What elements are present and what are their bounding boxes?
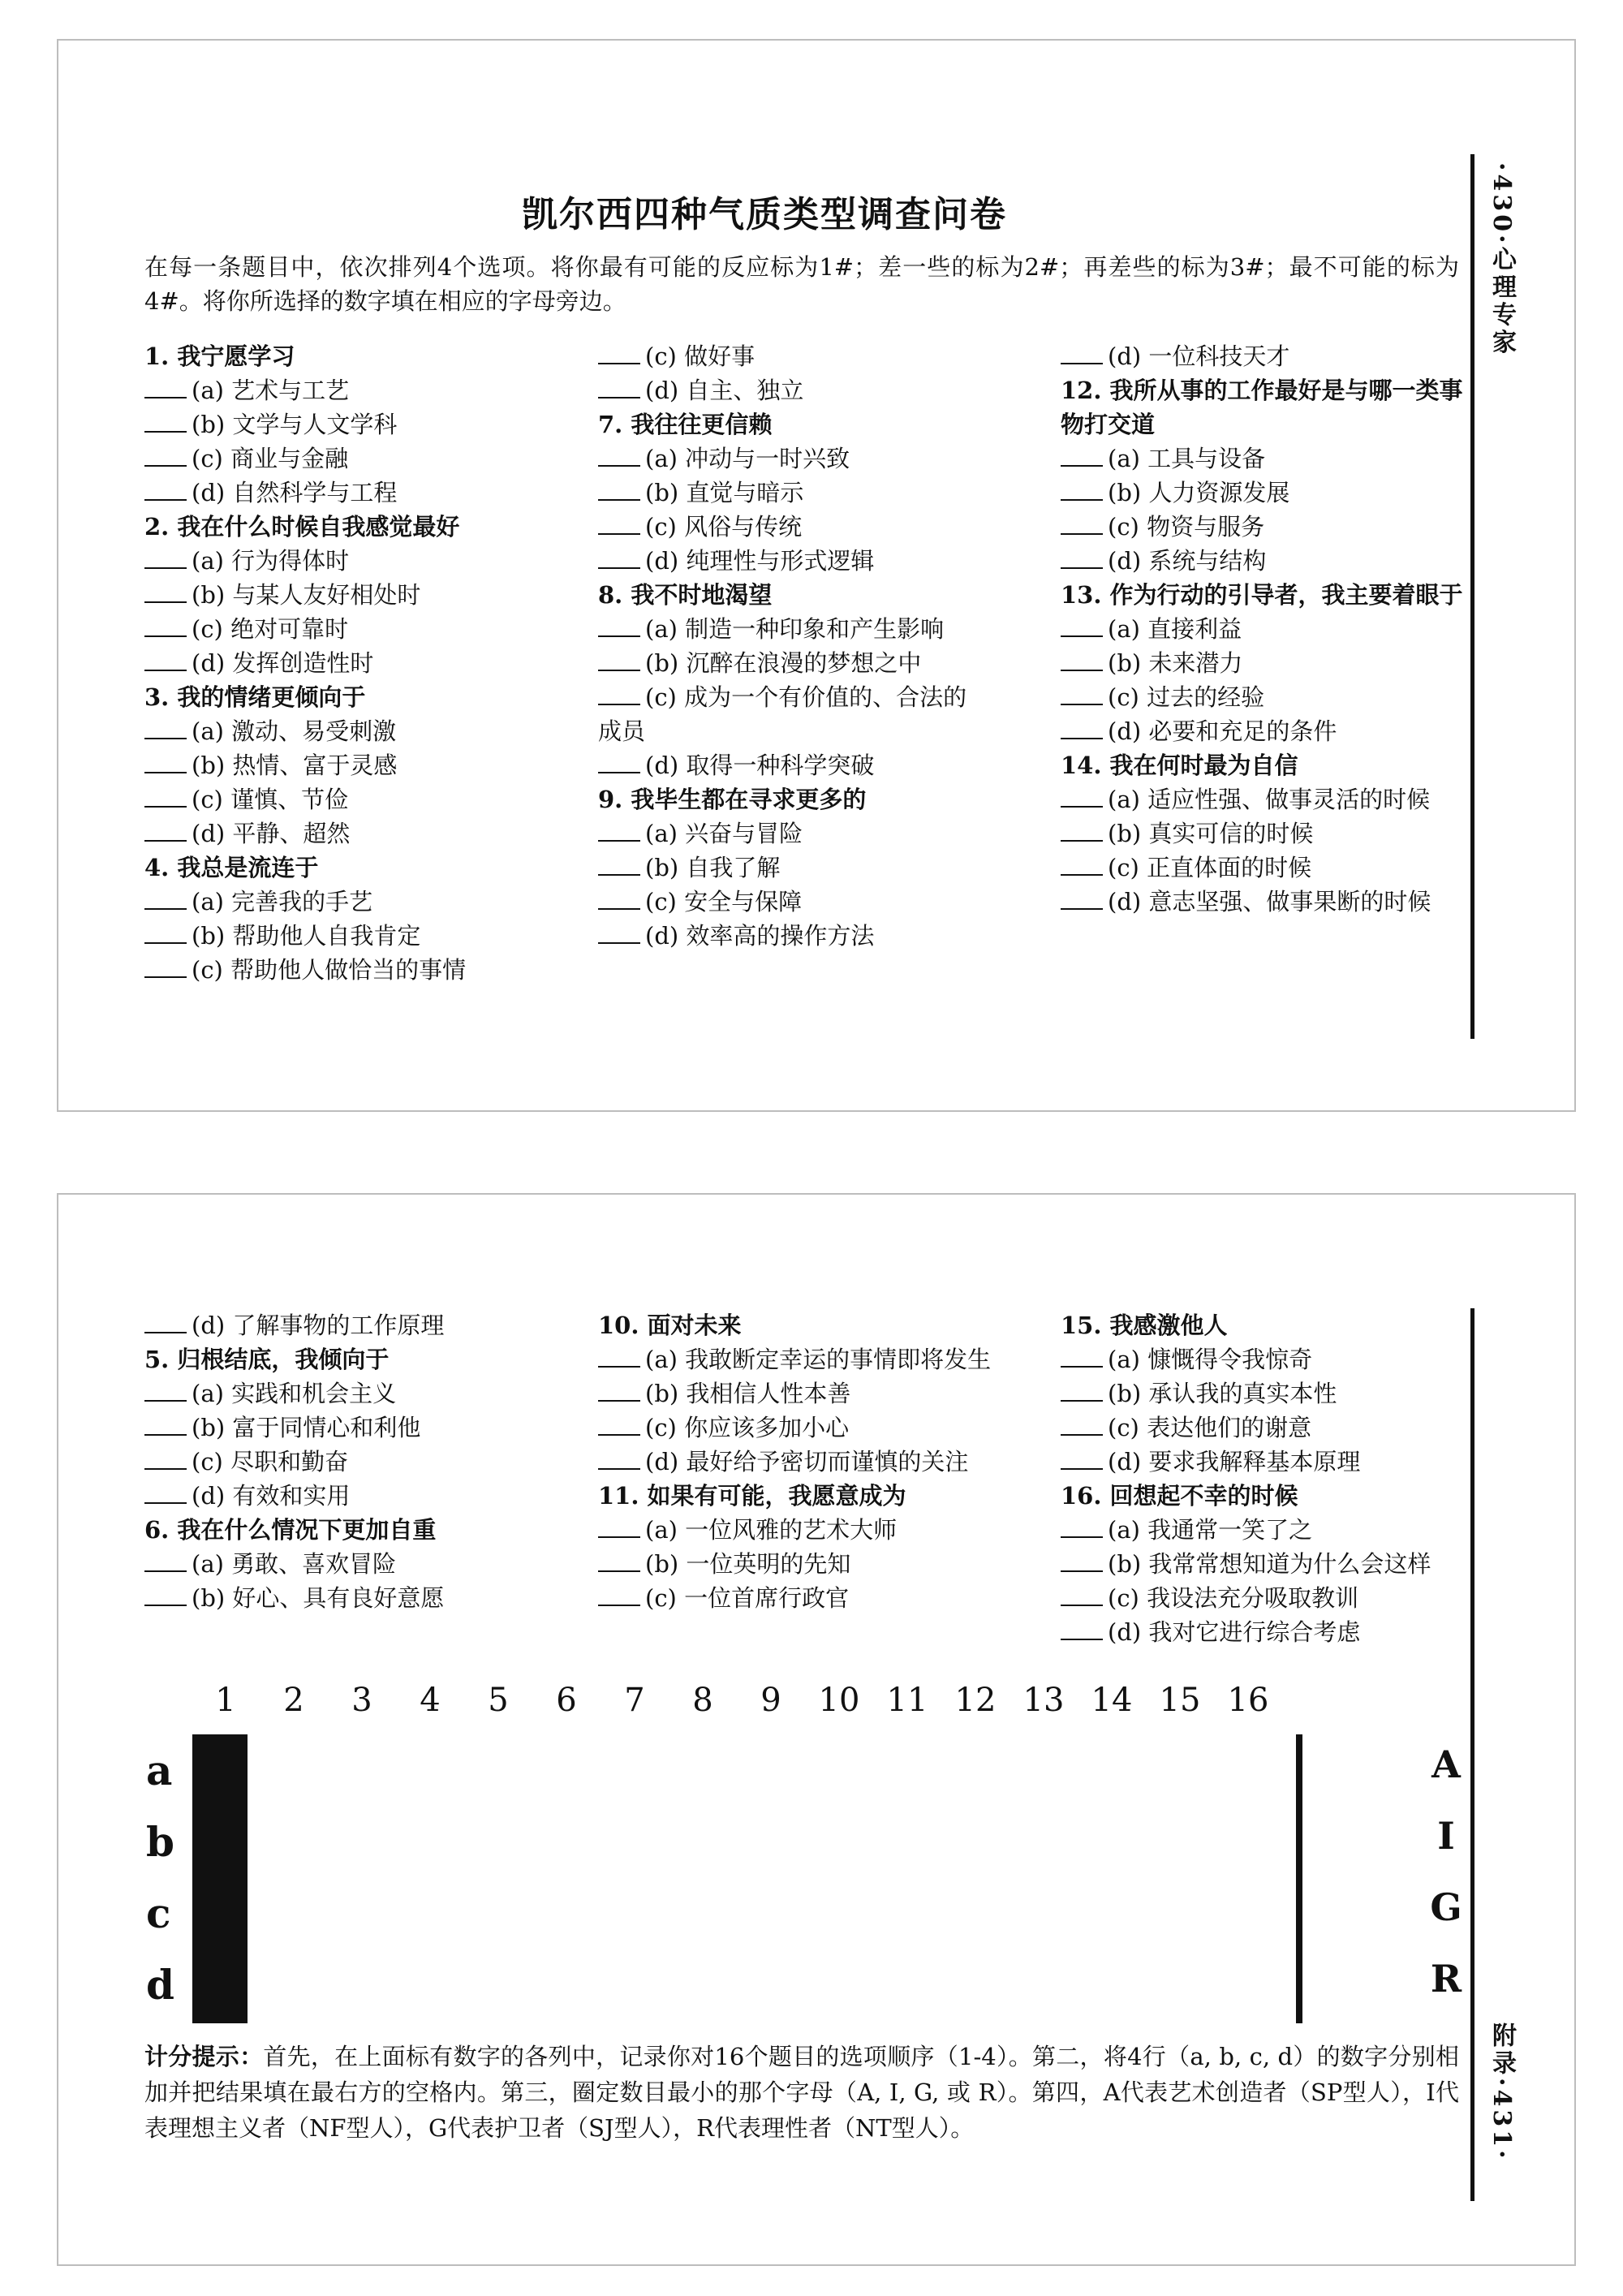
questionnaire-title: 凯尔西四种气质类型调查问卷 [522, 194, 1007, 235]
option-text: (a) 行为得体时 [192, 547, 350, 575]
rank-blank[interactable] [598, 885, 640, 910]
rank-blank[interactable] [1061, 1411, 1103, 1436]
option-text: (b) 热情、富于灵感 [192, 752, 398, 779]
option-row [598, 373, 1073, 407]
option-row [598, 1445, 1073, 1479]
score-cell[interactable] [243, 1950, 246, 2022]
score-row-label: c [146, 1889, 171, 1937]
rank-blank[interactable] [598, 1377, 640, 1402]
option-text: (c) 安全与保障 [645, 888, 803, 915]
option-text: (b) 我常常想知道为什么会这样 [1108, 1550, 1431, 1578]
option-row [1061, 510, 1483, 544]
rank-blank[interactable] [1061, 1514, 1103, 1538]
option-text: (a) 冲动与一时兴致 [645, 445, 850, 472]
option-text: (a) 艺术与工艺 [192, 377, 350, 404]
option-text: (b) 真实可信的时候 [1108, 820, 1314, 847]
question-heading: 10. 面对未来 [598, 1312, 742, 1339]
option-row [144, 1581, 619, 1615]
option-text: (b) 直觉与暗示 [645, 479, 804, 506]
question-heading: 9. 我毕生都在寻求更多的 [598, 786, 867, 813]
option-text: (d) 一位科技天才 [1108, 342, 1290, 370]
score-column-number: 10 [818, 1682, 860, 1719]
option-row [1061, 851, 1483, 885]
option-row [598, 885, 1073, 919]
question-heading: 13. 作为行动的引导者，我主要着眼于 [1061, 581, 1463, 609]
rank-blank[interactable] [1061, 476, 1103, 501]
option-row [598, 1547, 1073, 1581]
option-text: (b) 文学与人文学科 [192, 411, 398, 438]
rank-blank[interactable] [144, 1377, 187, 1402]
question-heading: 3. 我的情绪更倾向于 [144, 683, 366, 711]
option-text: (a) 我通常一笑了之 [1108, 1516, 1313, 1544]
score-column-number: 1 [215, 1682, 236, 1719]
rank-blank[interactable] [598, 817, 640, 842]
page-430 [57, 39, 1576, 1112]
question-column-1 [144, 1308, 619, 1615]
rank-blank[interactable] [1061, 613, 1103, 637]
question-heading: 8. 我不时地渴望 [598, 581, 773, 609]
option-row [144, 1547, 619, 1581]
rank-blank[interactable] [1061, 1582, 1103, 1606]
rank-blank[interactable] [598, 442, 640, 467]
scoring-hint-text: 首先，在上面标有数字的各列中，记录你对16个题目的选项顺序（1-4）。第二，将4行（a, b, c, d）的数字分别相加并把结果填在最右方的空格内。第三，圈定数目最小的那个字母（A, I, G, 或 R）。第四，A代表艺术创造者（SP型人），I代表理想主义者（NF型人），G代表护卫者（SJ型人），R代表理性者（NT型人）。 [144, 2043, 1459, 2142]
rank-blank[interactable] [144, 1548, 187, 1572]
rank-blank[interactable] [1061, 1548, 1103, 1572]
option-text: (a) 工具与设备 [1108, 445, 1266, 472]
option-row [144, 919, 619, 953]
rank-blank[interactable] [598, 647, 640, 671]
option-row [1061, 1513, 1483, 1547]
option-row [1061, 714, 1483, 748]
option-row [1061, 612, 1483, 646]
option-row [598, 1513, 1073, 1547]
option-text: (b) 一位英明的先知 [645, 1550, 851, 1578]
option-text: (c) 做好事 [645, 342, 756, 370]
rank-blank[interactable] [144, 1445, 187, 1470]
option-row [1061, 1615, 1483, 1649]
option-text: (d) 意志坚强、做事果断的时候 [1108, 888, 1431, 915]
rank-blank[interactable] [1061, 510, 1103, 535]
rank-blank[interactable] [598, 476, 640, 501]
option-continuation: 成员 [598, 717, 646, 745]
option-text: (b) 帮助他人自我肯定 [192, 922, 421, 950]
option-row [144, 782, 619, 816]
question-heading: 14. 我在何时最为自信 [1061, 752, 1298, 779]
score-column-number: 11 [886, 1682, 928, 1719]
option-text: (d) 要求我解释基本原理 [1108, 1448, 1361, 1475]
rank-blank[interactable] [1061, 1616, 1103, 1640]
question-heading: 5. 归根结底，我倾向于 [144, 1346, 390, 1373]
question-column-1 [144, 339, 619, 987]
option-text: (b) 人力资源发展 [1108, 479, 1290, 506]
page-side-label: ·430·心理专家 [1487, 162, 1516, 357]
option-text: (a) 慷慨得令我惊奇 [1108, 1346, 1313, 1373]
question-heading: 1. 我宁愿学习 [144, 342, 295, 370]
option-text: (c) 风俗与传统 [645, 513, 803, 541]
option-row [144, 953, 619, 987]
score-cell[interactable] [243, 1807, 246, 1879]
option-row [1061, 1411, 1483, 1445]
option-row [1061, 646, 1483, 680]
rank-blank[interactable] [598, 1343, 640, 1368]
sum-cell[interactable] [1298, 1950, 1301, 2022]
rank-blank[interactable] [1061, 715, 1103, 739]
option-row [144, 442, 619, 476]
score-column-number: 13 [1022, 1682, 1065, 1719]
rank-blank[interactable] [1061, 442, 1103, 467]
rank-blank[interactable] [144, 374, 187, 398]
option-text: (b) 未来潜力 [1108, 649, 1243, 677]
rank-blank[interactable] [1061, 1445, 1103, 1470]
option-text: (c) 成为一个有价值的、合法的 [645, 683, 967, 711]
option-row [1061, 1547, 1483, 1581]
option-row [1061, 1342, 1483, 1376]
rank-blank[interactable] [598, 1582, 640, 1606]
option-text: (a) 勇敢、喜欢冒险 [192, 1550, 397, 1578]
score-column-number: 9 [760, 1682, 781, 1719]
option-text: (d) 系统与结构 [1108, 547, 1267, 575]
option-text: (c) 你应该多加小心 [645, 1414, 850, 1441]
option-text: (c) 物资与服务 [1108, 513, 1265, 541]
option-text: (b) 承认我的真实本性 [1108, 1380, 1337, 1407]
score-column-number: 3 [351, 1682, 372, 1719]
scoring-hint [144, 2039, 1459, 2146]
option-row [1061, 339, 1483, 373]
score-column-number: 5 [488, 1682, 509, 1719]
score-cell[interactable] [243, 1736, 246, 1807]
option-text: (b) 自我了解 [645, 854, 781, 881]
option-row [598, 919, 1073, 953]
rank-blank[interactable] [144, 545, 187, 569]
option-row [1061, 1581, 1483, 1615]
option-text: (c) 我设法充分吸取教训 [1108, 1584, 1359, 1612]
option-row [598, 544, 1073, 578]
score-column-number: 14 [1091, 1682, 1133, 1719]
rank-blank[interactable] [1061, 647, 1103, 671]
rank-blank[interactable] [1061, 681, 1103, 705]
questionnaire-instructions: 在每一条题目中，依次排列4个选项。将你最有可能的反应标为1#；差一些的标为2#；再差些的标为3#；最不可能的标为4#。将你所选择的数字填在相应的字母旁边。 [144, 253, 1459, 315]
option-row [598, 442, 1073, 476]
rank-blank[interactable] [598, 851, 640, 876]
rank-blank[interactable] [144, 749, 187, 773]
sum-cell[interactable] [1298, 1807, 1301, 1879]
option-text: (d) 纯理性与形式逻辑 [645, 547, 875, 575]
option-text: (c) 正直体面的时候 [1108, 854, 1312, 881]
question-column-2 [598, 339, 1073, 953]
option-text: (c) 帮助他人做恰当的事情 [192, 956, 467, 984]
rank-blank[interactable] [144, 885, 187, 910]
rank-blank[interactable] [1061, 817, 1103, 842]
score-cell[interactable] [243, 1879, 246, 1950]
score-table [192, 1734, 248, 2023]
option-row [598, 1376, 1073, 1411]
sum-cell[interactable] [1298, 1736, 1301, 1807]
option-row [1061, 544, 1483, 578]
option-row [144, 544, 619, 578]
option-row [1061, 1445, 1483, 1479]
option-row [598, 510, 1073, 544]
option-text: (d) 我对它进行综合考虑 [1108, 1618, 1361, 1646]
rank-blank[interactable] [598, 1514, 640, 1538]
type-label: G [1430, 1885, 1462, 1929]
rank-blank[interactable] [144, 647, 187, 671]
option-row [598, 816, 1073, 851]
type-label: R [1430, 1957, 1462, 2001]
rank-blank[interactable] [598, 545, 640, 569]
rank-blank[interactable] [598, 1445, 640, 1470]
rank-blank[interactable] [144, 954, 187, 978]
option-row [144, 714, 619, 748]
sum-cell[interactable] [1298, 1879, 1301, 1950]
option-row [144, 578, 619, 612]
rank-blank[interactable] [144, 1411, 187, 1436]
score-column-number: 6 [556, 1682, 577, 1719]
option-text: (a) 直接利益 [1108, 615, 1242, 643]
question-heading: 12. 我所从事的工作最好是与哪一类事物打交道 [1061, 377, 1463, 438]
rank-blank[interactable] [598, 613, 640, 637]
option-row [598, 612, 1073, 646]
question-heading: 15. 我感激他人 [1061, 1312, 1228, 1339]
option-row [598, 851, 1073, 885]
type-label: A [1431, 1742, 1461, 1786]
question-heading: 16. 回想起不幸的时候 [1061, 1482, 1298, 1510]
option-row [598, 1411, 1073, 1445]
rank-blank[interactable] [1061, 783, 1103, 808]
score-column-number: 7 [624, 1682, 645, 1719]
score-column-number: 8 [692, 1682, 713, 1719]
option-row [1061, 476, 1483, 510]
option-row [144, 612, 619, 646]
question-heading: 2. 我在什么时候自我感觉最好 [144, 513, 460, 541]
option-text: (d) 取得一种科学突破 [645, 752, 875, 779]
option-text: (b) 富于同情心和利他 [192, 1414, 421, 1441]
option-row [1061, 885, 1483, 919]
rank-blank[interactable] [144, 1309, 187, 1333]
rank-blank[interactable] [598, 510, 640, 535]
rank-blank[interactable] [144, 817, 187, 842]
rank-blank[interactable] [144, 476, 187, 501]
question-column-3 [1061, 1308, 1483, 1649]
option-text: (d) 自主、独立 [645, 377, 804, 404]
rank-blank[interactable] [144, 920, 187, 944]
option-row [598, 1581, 1073, 1615]
rank-blank[interactable] [144, 442, 187, 467]
rank-blank[interactable] [598, 1548, 640, 1572]
option-row [144, 1376, 619, 1411]
option-text: (d) 必要和充足的条件 [1108, 717, 1337, 745]
score-column-number: 4 [420, 1682, 441, 1719]
rank-blank[interactable] [144, 613, 187, 637]
option-row [598, 1342, 1073, 1376]
rank-blank[interactable] [598, 374, 640, 398]
question-heading: 7. 我往往更信赖 [598, 411, 773, 438]
option-text: (b) 好心、具有良好意愿 [192, 1584, 445, 1612]
rank-blank[interactable] [144, 408, 187, 433]
option-row [144, 476, 619, 510]
rank-blank[interactable] [1061, 851, 1103, 876]
option-row [144, 407, 619, 442]
option-row [1061, 816, 1483, 851]
rank-blank[interactable] [144, 579, 187, 603]
option-row [1061, 782, 1483, 816]
option-text: (c) 谨慎、节俭 [192, 786, 349, 813]
page-431 [57, 1193, 1576, 2266]
option-row [598, 646, 1073, 680]
score-row-label: a [146, 1747, 173, 1794]
option-row [598, 339, 1073, 373]
option-text: (c) 一位首席行政官 [645, 1584, 850, 1612]
type-label: I [1437, 1814, 1455, 1858]
option-text: (d) 了解事物的工作原理 [192, 1312, 445, 1339]
rank-blank[interactable] [598, 920, 640, 944]
option-text: (c) 表达他们的谢意 [1108, 1414, 1312, 1441]
question-column-2 [598, 1308, 1073, 1615]
rank-blank[interactable] [144, 1582, 187, 1606]
option-row [144, 816, 619, 851]
rank-blank[interactable] [598, 681, 640, 705]
option-text: (a) 激动、易受刺激 [192, 717, 397, 745]
question-column-3 [1061, 339, 1483, 919]
option-text: (a) 我敢断定幸运的事情即将发生 [645, 1346, 992, 1373]
option-row [144, 373, 619, 407]
rank-blank[interactable] [1061, 545, 1103, 569]
question-heading: 11. 如果有可能，我愿意成为 [598, 1482, 906, 1510]
option-text: (b) 我相信人性本善 [645, 1380, 851, 1407]
page-side-label: 附录·431· [1487, 2022, 1516, 2162]
question-heading: 4. 我总是流连于 [144, 854, 319, 881]
scoring-hint-label: 计分提示： [144, 2043, 264, 2070]
sum-table [1296, 1734, 1302, 2023]
option-text: (c) 绝对可靠时 [192, 615, 349, 643]
option-row [144, 1411, 619, 1445]
score-column-number: 16 [1227, 1682, 1269, 1719]
option-text: (d) 有效和实用 [192, 1482, 351, 1510]
option-text: (d) 平静、超然 [192, 820, 351, 847]
option-text: (d) 自然科学与工程 [192, 479, 398, 506]
score-column-number: 2 [283, 1682, 304, 1719]
rank-blank[interactable] [598, 1411, 640, 1436]
rank-blank[interactable] [1061, 885, 1103, 910]
option-text: (b) 沉醉在浪漫的梦想之中 [645, 649, 922, 677]
option-row [144, 1479, 619, 1513]
option-text: (a) 适应性强、做事灵活的时候 [1108, 786, 1431, 813]
option-text: (a) 兴奋与冒险 [645, 820, 803, 847]
option-text: (a) 完善我的手艺 [192, 888, 373, 915]
option-row [1061, 1376, 1483, 1411]
option-row [144, 1445, 619, 1479]
option-row [598, 680, 1073, 714]
option-text: (a) 制造一种印象和产生影响 [645, 615, 945, 643]
option-text: (d) 效率高的操作方法 [645, 922, 875, 950]
option-row [144, 748, 619, 782]
option-text: (c) 商业与金融 [192, 445, 349, 472]
question-heading: 6. 我在什么情况下更加自重 [144, 1516, 437, 1544]
score-row-label: b [146, 1818, 174, 1866]
option-text: (b) 与某人友好相处时 [192, 581, 421, 609]
score-column-number: 15 [1159, 1682, 1201, 1719]
rank-blank[interactable] [144, 715, 187, 739]
option-text: (d) 发挥创造性时 [192, 649, 374, 677]
rank-blank[interactable] [144, 783, 187, 808]
rank-blank[interactable] [598, 749, 640, 773]
option-row [1061, 680, 1483, 714]
option-text: (c) 尽职和勤奋 [192, 1448, 349, 1475]
option-row [144, 885, 619, 919]
rank-blank[interactable] [1061, 1343, 1103, 1368]
option-row [598, 476, 1073, 510]
option-row [598, 748, 1073, 782]
option-text: (a) 实践和机会主义 [192, 1380, 397, 1407]
score-row-label: d [146, 1961, 174, 2009]
rank-blank[interactable] [598, 340, 640, 364]
score-column-number: 12 [954, 1682, 997, 1719]
option-text: (d) 最好给予密切而谨慎的关注 [645, 1448, 969, 1475]
option-row [144, 646, 619, 680]
option-row [144, 1308, 619, 1342]
rank-blank[interactable] [1061, 1377, 1103, 1402]
option-text: (c) 过去的经验 [1108, 683, 1265, 711]
rank-blank[interactable] [144, 1480, 187, 1504]
option-text: (a) 一位风雅的艺术大师 [645, 1516, 898, 1544]
option-row [1061, 442, 1483, 476]
rank-blank[interactable] [1061, 340, 1103, 364]
